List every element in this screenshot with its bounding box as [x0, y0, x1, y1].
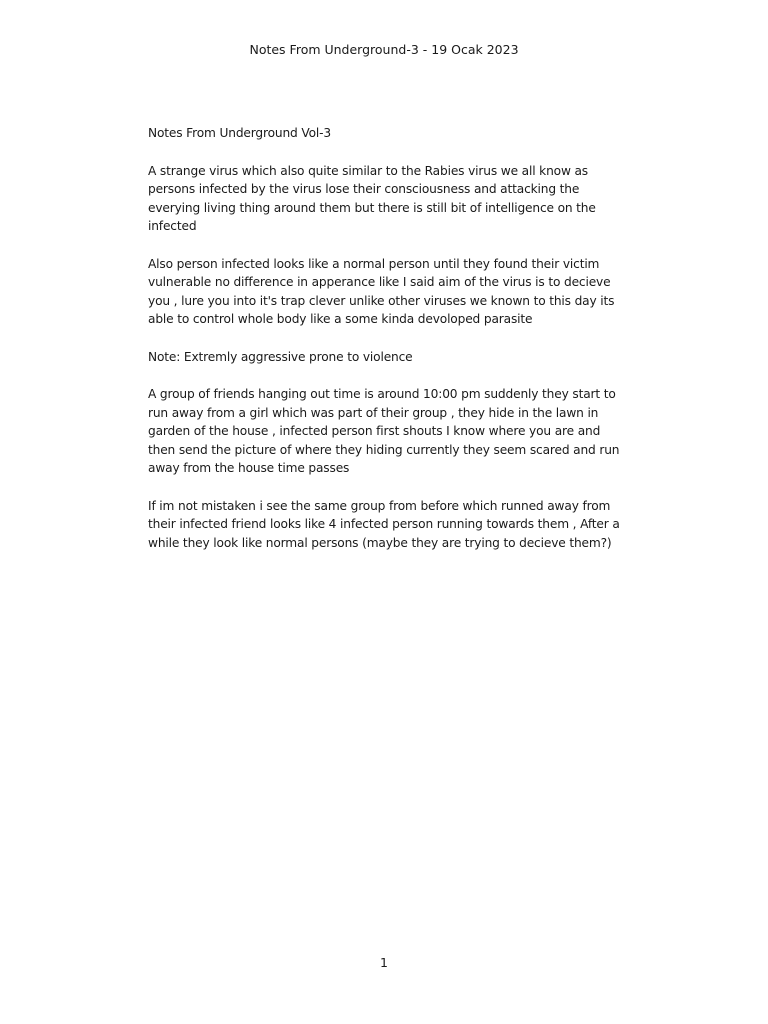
document-body	[148, 124, 626, 571]
paragraph-virus-description: A strange virus which also quite similar to the Rabies virus we all know as persons infected by the virus lose their consciousness and attacking the everying living thing around them but there is still bit of intelligence on the infected	[148, 163, 596, 233]
paragraph-infected-appearance: Also person infected looks like a normal person until they found their victim vulnerable no difference in apperance like I said aim of the virus is to decieve you , lure you into it's trap clever unlike other viruses we known to this day its able to control whole body like a some kinda devoloped parasite	[148, 256, 615, 326]
page-number: 1	[380, 955, 388, 970]
page-header: Notes From Underground-3 - 19 Ocak 2023	[249, 42, 519, 57]
document-title: Notes From Underground Vol-3	[148, 126, 331, 140]
paragraph-note: Note: Extremly aggressive prone to violence	[148, 349, 413, 364]
paragraph-group-of-friends: A group of friends hanging out time is around 10:00 pm suddenly they start to run away from a girl which was part of their group , they hide in the lawn in garden of the house , infected person first shouts I know where you are and then send the picture of where they hiding currently they seem scared and run away from the house time passes	[148, 387, 620, 475]
paragraph-same-group: If im not mistaken i see the same group from before which runned away from their infected friend looks like 4 infected person running towards them , After a while they look like normal persons (maybe they are trying to decieve them?)	[148, 498, 620, 550]
